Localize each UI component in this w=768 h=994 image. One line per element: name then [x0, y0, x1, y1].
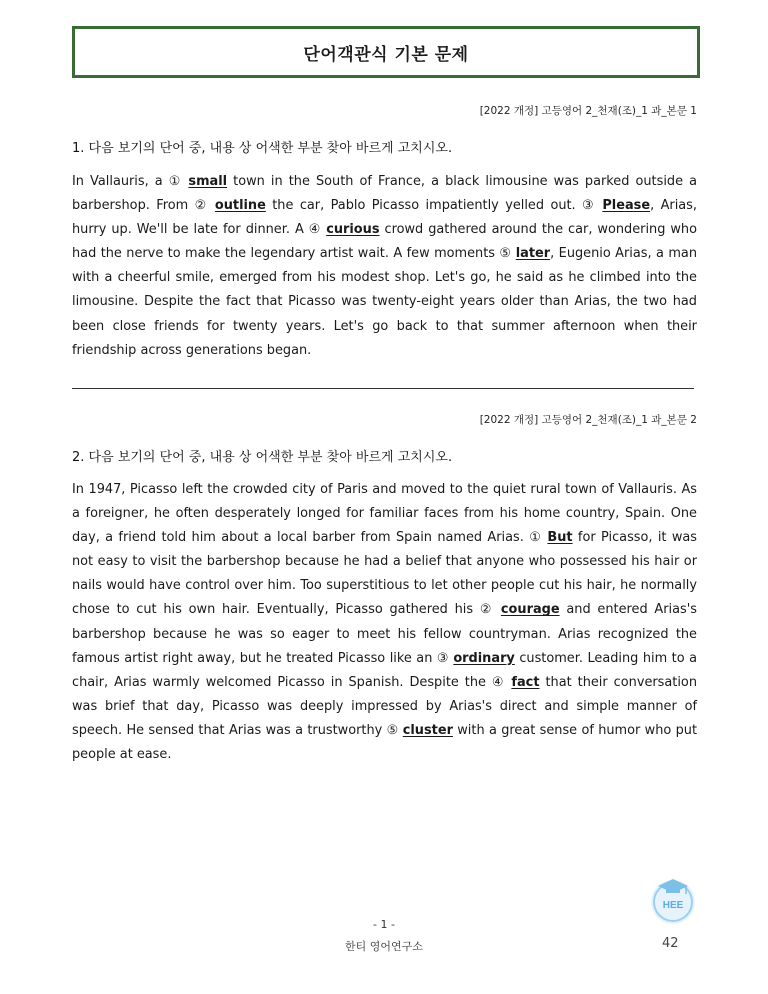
- option-1: But: [547, 530, 573, 546]
- source-label-2: [2022 개정] 고등영어 2_천재(조)_1 과_본문 2: [479, 414, 697, 426]
- page-indicator: - 1 -: [373, 918, 395, 931]
- page-title: 단어객관식 기본 문제: [303, 44, 469, 65]
- option-2: courage: [500, 602, 560, 618]
- answer-line: [72, 388, 694, 389]
- option-1: small: [188, 174, 228, 189]
- organization-name: 한티 영어연구소: [345, 940, 423, 953]
- question-2-passage: In 1947, Picasso left the crowded city of Paris and moved to the quiet rural town of Vallauris. As a foreigner, he often desperately longed for familiar faces from his home country, Spain. One day, a friend told him about a local barber from Spain named Arias. ① But for Picasso, it was not easy to visit the barbershop because he had a belief that anyone who possessed his hair or nails would have control over him. Too superstitious to let other people cut his hair, he normally chose to cut his own hair. Eventually, Picasso gathered his ② courage and entered Arias's barbershop because he was so eager to meet his fellow countryman. Arias recognized the famous artist right away, but he treated Picasso like an ③ ordinary customer. Leading him to a chair, Arias warmly welcomed Picasso in Spanish. Despite the ④ fact that their conversation was brief that day, Picasso was deeply impressed by Arias's direct and simple manner of speech. He sensed that Arias was a trustworthy ⑤ cluster with a great sense of humor who put people at ease.: [72, 482, 698, 763]
- option-4: fact: [511, 674, 540, 690]
- svg-text:HEE: HEE: [662, 900, 684, 911]
- option-4: curious: [326, 222, 380, 238]
- option-3: Please: [602, 198, 651, 214]
- option-5: later: [515, 246, 551, 262]
- question-1-passage: In Vallauris, a ① small town in the South of France, a black limousine was parked outside a barbershop. From ② outline the car, Pablo Picasso impatiently yelled out. ③ Please, Arias, hurry up. We'll be late for dinner. A ④ curious crowd gathered around the car, wondering who had the nerve to make the legendary artist wait. A few moments ⑤ later, Eugenio Arias, a man with a cheerful smile, emerged from his modest shop. Let's go, he said as he climbed into the limousine. Despite the fact that Picasso was twenty-eight years older than Arias, the two had been close friends for twenty years. Let's go back to that summer afternoon when their friendship across generations began.: [72, 174, 697, 358]
- question-1-prompt: 1. 다음 보기의 단어 중, 내용 상 어색한 부분 찾아 바르게 고치시오.: [72, 141, 453, 156]
- question-2-prompt: 2. 다음 보기의 단어 중, 내용 상 어색한 부분 찾아 바르게 고치시오.: [72, 450, 453, 465]
- option-2: outline: [214, 198, 266, 214]
- title-box: [72, 26, 700, 78]
- option-3: ordinary: [453, 650, 515, 666]
- page-number: 42: [662, 936, 679, 951]
- option-5: cluster: [402, 722, 453, 738]
- source-label-1: [2022 개정] 고등영어 2_천재(조)_1 과_본문 1: [479, 105, 697, 117]
